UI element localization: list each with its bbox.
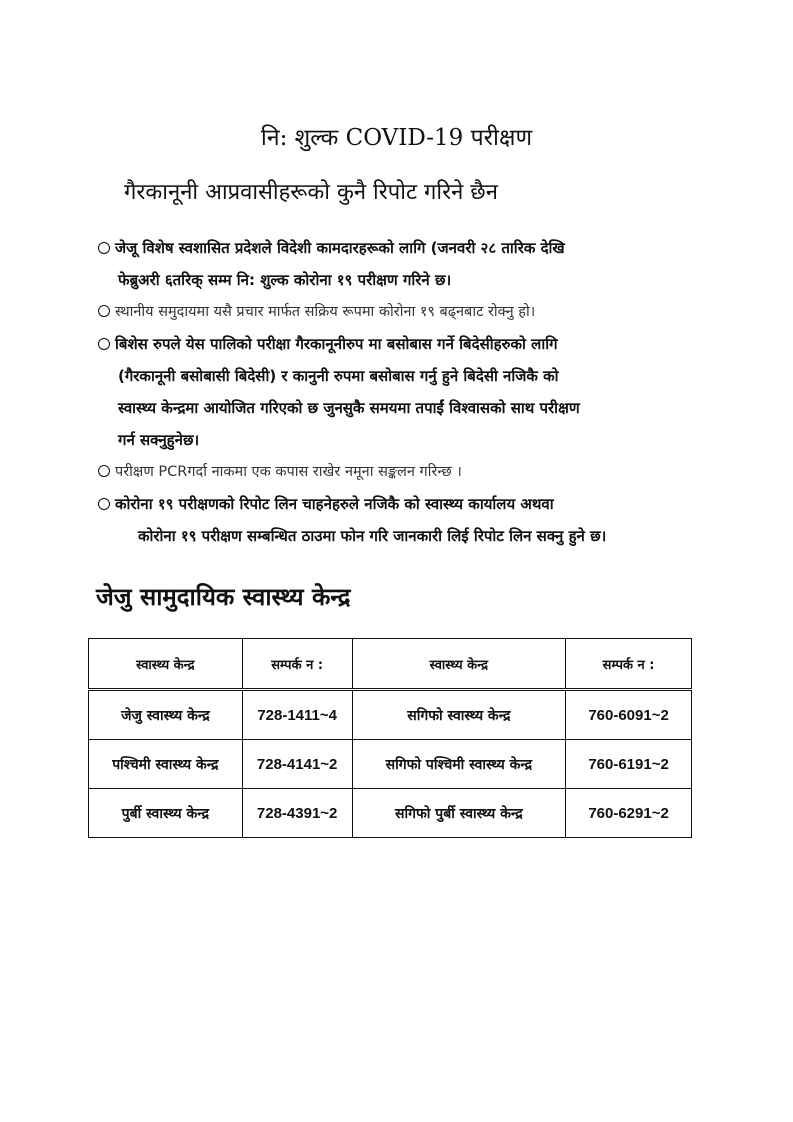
- circle-bullet-icon: [98, 465, 110, 477]
- phone-number-cell: 760-6091~2: [566, 690, 692, 740]
- circle-bullet-icon: [98, 242, 110, 254]
- center-name-cell: पश्चिमी स्वास्थ्य केन्द्र: [89, 740, 243, 789]
- bullet-item-illegal-residents: [98, 328, 718, 456]
- phone-number-cell: 728-4141~2: [242, 740, 352, 789]
- phone-number-cell: 760-6291~2: [566, 789, 692, 838]
- bullet-line: गर्न सक्नुहुनेछ।: [118, 431, 200, 449]
- center-name-cell: सगिफो स्वास्थ्य केन्द्र: [352, 690, 566, 740]
- bullet-item-free-testing: [98, 232, 718, 296]
- bullet-line: कोरोना १९ परीक्षणको रिपोट लिन चाहनेहरुले नजिकै को स्वास्थ्य कार्यालय अथवा: [115, 495, 554, 513]
- bullet-item-report: [98, 488, 718, 552]
- page-subtitle: गैरकानूनी आप्रवासीहरूको कुनै रिपोट गरिने छैन: [124, 180, 498, 205]
- column-header-contact: सम्पर्क न :: [566, 639, 692, 690]
- center-name-cell: पुर्बी स्वास्थ्य केन्द्र: [89, 789, 243, 838]
- info-bullet-list: [98, 232, 718, 552]
- bullet-line: परीक्षण PCRगर्दा नाकमा एक कपास राखेर नमूना सङ्कलन गरिन्छ ।: [115, 464, 462, 480]
- circle-bullet-icon: [98, 498, 110, 510]
- table-row: [89, 740, 692, 789]
- column-header-contact: सम्पर्क न :: [242, 639, 352, 690]
- center-name-cell: सगिफो पश्चिमी स्वास्थ्य केन्द्र: [352, 740, 566, 789]
- column-header-center: स्वास्थ्य केन्द्र: [89, 639, 243, 690]
- bullet-item-pcr-test: [98, 456, 718, 488]
- table-row: [89, 789, 692, 838]
- phone-number-cell: 728-1411~4: [242, 690, 352, 740]
- bullet-line: (गैरकानूनी बसोबासी बिदेसी) र कानुनी रुपमा बसोबास गर्नु हुने बिदेसी नजिकै को: [118, 367, 559, 385]
- circle-bullet-icon: [98, 338, 110, 350]
- page-title: नि: शुल्क COVID-19 परीक्षण: [260, 125, 533, 151]
- table-row: [89, 690, 692, 740]
- center-name-cell: जेजु स्वास्थ्य केन्द्र: [89, 690, 243, 740]
- table-header-row: [89, 639, 692, 690]
- center-name-cell: सगिफो पुर्बी स्वास्थ्य केन्द्र: [352, 789, 566, 838]
- bullet-item-prevention: [98, 296, 718, 328]
- bullet-line: बिशेस रुपले येस पालिको परीक्षा गैरकानूनीरुप मा बसोबास गर्ने बिदेसीहरुको लागि: [115, 335, 558, 353]
- bullet-line: स्वास्थ्य केन्द्रमा आयोजित गरिएको छ जुनसुकै समयमा तपाईं विश्वासको साथ परीक्षण: [118, 399, 580, 417]
- column-header-center: स्वास्थ्य केन्द्र: [352, 639, 566, 690]
- bullet-line: कोरोना १९ परीक्षण सम्बन्धित ठाउमा फोन गरि जानकारी लिई रिपोट लिन सक्नु हुने छ।: [138, 527, 607, 545]
- phone-number-cell: 728-4391~2: [242, 789, 352, 838]
- section-heading-health-centers: जेजु सामुदायिक स्वास्थ्य केन्द्र: [96, 583, 351, 611]
- phone-number-cell: 760-6191~2: [566, 740, 692, 789]
- health-center-table: [88, 638, 692, 838]
- bullet-line: जेजू विशेष स्वशासित प्रदेशले विदेशी कामदारहरूको लागि (जनवरी २८ तारिक देखि: [115, 239, 565, 257]
- bullet-line: फेब्रुअरी ६तरिक् सम्म नि: शुल्क कोरोना १९ परीक्षण गरिने छ।: [118, 271, 452, 289]
- circle-bullet-icon: [98, 305, 110, 317]
- bullet-line: स्थानीय समुदायमा यसै प्रचार मार्फत सक्रिय रूपमा कोरोना १९ बढ्नबाट रोक्नु हो।: [115, 304, 536, 320]
